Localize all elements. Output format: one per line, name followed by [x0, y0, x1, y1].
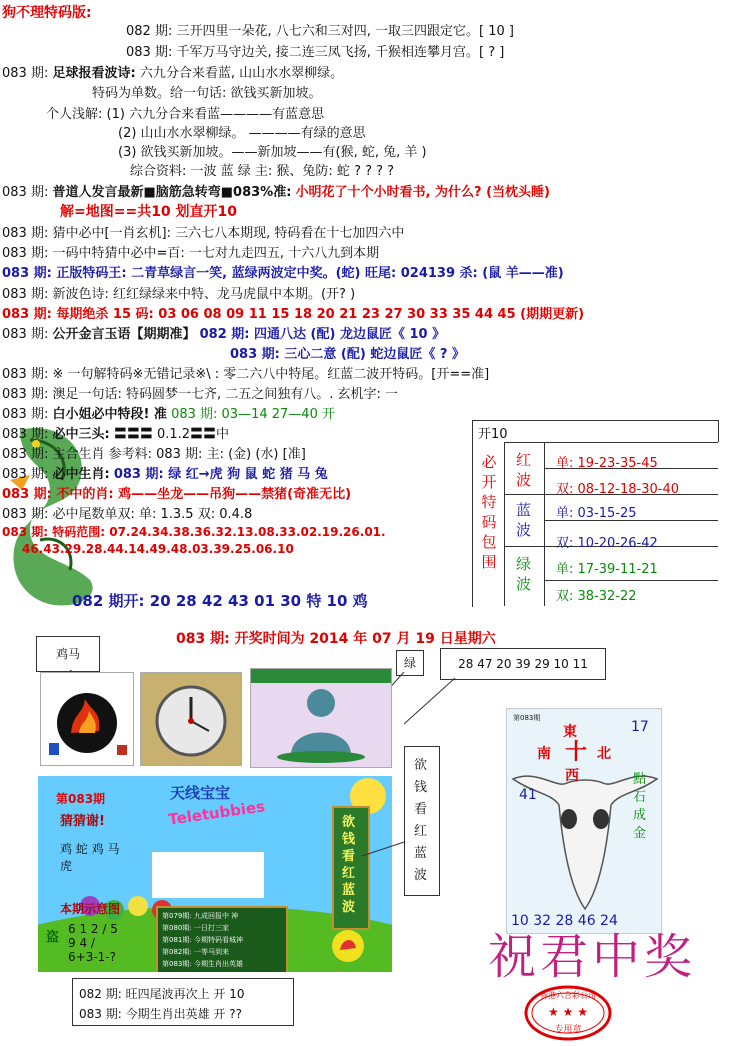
line-text: 主合生肖 参考料: 083 期: 主: (金) (水) [准]: [52, 447, 306, 462]
poem-explain-row: [46, 103, 324, 122]
bull-bottom-nums: 10 32 28 46 24: [511, 913, 618, 929]
panel-blackboard: [332, 806, 370, 930]
fire-icon: [41, 673, 133, 765]
buddha-picture: [250, 668, 392, 768]
bull-right-text: 點石成金: [633, 772, 647, 841]
issue-label: 083 期:: [2, 367, 49, 382]
seal-bottom-text: 专用章: [554, 1025, 582, 1035]
line-highlight: 07.24.34.38.36.32.13.08.33.02.19.26.01.: [109, 525, 386, 539]
bull-picture: [506, 708, 662, 934]
line-text: 必中生肖:: [52, 467, 110, 482]
bull-left-num: 41: [519, 787, 537, 803]
line-text: 必中三头:: [52, 427, 110, 442]
callout-green: 绿: [396, 650, 424, 676]
panel-title-cn: 天线宝宝: [170, 784, 231, 802]
rooster-icon: [328, 926, 368, 966]
blue-odd: 单: 03-15-25: [556, 506, 637, 521]
poem-line-1: 六九分合来看蓝, 山山水水翠柳绿。: [139, 66, 344, 81]
issue-label: 083 期:: [2, 327, 49, 342]
line-tail: 〓〓〓 0.1.2〓〓中: [113, 427, 230, 442]
explain-3: (3) 欲钱买新加坡。——新加坡——有(猴, 蛇, 兔, 羊 ): [118, 145, 427, 160]
buddha-icon: [251, 669, 391, 767]
poem-line-2: 特码为单数。给一句话: 欲钱买新加坡。: [92, 86, 322, 101]
wave-group-green: 绿波: [516, 555, 532, 593]
wave-side-label: 必开特码包围: [481, 453, 497, 571]
bull-south: 南: [537, 746, 551, 762]
blessing-text: 祝君中奖: [488, 929, 697, 985]
fire-picture: [40, 672, 134, 766]
bull-issue: 第083期: [513, 714, 541, 722]
issue-label: 083 期:: [2, 266, 52, 281]
issue-label: 083 期:: [2, 246, 49, 261]
line-kill-15: [2, 303, 584, 322]
bull-north: 北: [597, 746, 611, 762]
line-odd-even: [2, 503, 252, 522]
wave-group-blue: 蓝波: [516, 501, 532, 539]
clock-icon: [141, 673, 241, 765]
bull-east: 東: [563, 724, 577, 740]
issue-label: 083 期:: [2, 467, 49, 482]
range-numbers-2: 46.43.29.28.44.14.49.48.03.39.25.06.10: [22, 542, 294, 556]
poem-title: 足球报看波诗:: [52, 66, 136, 81]
blue-even: 双: 10-20-26-42: [556, 536, 658, 551]
line-aozu: [2, 383, 398, 402]
line-text: 白小姐必中特段! 准: [52, 407, 167, 422]
callout-vertical: [404, 746, 440, 896]
line-zodiac-ref: [2, 443, 306, 462]
company-seal: [522, 984, 614, 1042]
line-no-zodiac: [2, 483, 351, 502]
bull-west: 西: [565, 768, 579, 784]
line-text: 不中的肖:: [56, 487, 114, 502]
bull-right-top: 17: [631, 719, 649, 735]
page-title: 狗不理特码版:: [2, 5, 92, 21]
poem-summary: 综合资料: 一波 蓝 绿 主: 猴、兔防: 蛇 ? ? ? ?: [130, 164, 395, 179]
poem-row: [2, 62, 343, 81]
explain-1: (1) 六九分合来看蓝————有蓝意思: [106, 107, 325, 122]
line-highlight: 鸡——坐龙——吊狗——禁猪(奇准无比): [118, 487, 352, 502]
panel-history-board: [156, 906, 288, 972]
panel-animals: 鸡 蛇 鸡 马 虎: [60, 842, 120, 873]
line-range: [2, 523, 386, 540]
green-odd: 单: 17-39-11-21: [556, 562, 658, 577]
explain-2: (2) 山山水水翠柳绿。 ————有绿的意思: [118, 126, 366, 141]
line-must-zodiac: [2, 463, 328, 482]
panel-issue: 第083期: [56, 792, 106, 806]
callout-pointer: [400, 676, 460, 726]
issue-label: 083 期:: [2, 407, 49, 422]
issue-label: 083 期:: [2, 427, 49, 442]
red-even: 双: 08-12-18-30-40: [556, 482, 680, 497]
issue-label: 083 期:: [2, 507, 49, 522]
blackboard-text: 欲钱看红蓝波: [342, 815, 356, 915]
issue-label: 083 期:: [2, 287, 49, 302]
issue-label: 083 期:: [2, 525, 49, 539]
issue-label: 083 期:: [2, 66, 49, 81]
issue-label: 083 期:: [2, 307, 52, 322]
panel-hint: 本期示意图: [60, 902, 121, 916]
line-three-heads: [2, 423, 229, 442]
bottom-history-box: [72, 978, 294, 1026]
line-one-sentence: [2, 363, 489, 382]
line-highlight: 083 期: 03—14 27—40 开: [171, 407, 335, 422]
prev-issue-line-1: 082 期: 三开四里一朵花, 八七六和三对四, 一取三四跟定它。[ 10 ]: [126, 24, 514, 39]
line-highlight: 083 期: 绿 红→虎 狗 鼠 蛇 猪 马 兔: [113, 467, 328, 482]
line-wave-poem: [2, 283, 355, 302]
issue-label: 083 期:: [2, 487, 52, 502]
line-text: 公开金言玉语【期期准】: [52, 327, 196, 342]
panel-history-list: 第079期: 九成回报中 神 第080期: 一日打三家 第081期: 今期特码看城神 第082期: 一等马到来 第083期: 今期生肖出英雄: [162, 912, 243, 968]
line-golden-words: [2, 323, 445, 342]
bull-ten: 十: [565, 740, 588, 765]
callout-numbers: 28 47 20 39 29 10 11: [440, 648, 606, 680]
callout-pointer: [360, 840, 406, 860]
issue-label: 083 期:: [2, 185, 49, 200]
riddle-answer: 解=地图==共10 划直开10: [60, 204, 238, 220]
panel-math: 6 1 2 / 5 9 4 / 6+3-1-?: [68, 922, 118, 964]
result-082: 082 期开: 20 28 42 43 01 30 特 10 鸡: [72, 592, 368, 610]
line-text: 必中尾数单双: 单: 1.3.5 双: 0.4.8: [52, 507, 253, 522]
panel-guess: 猜猜谢!: [60, 814, 105, 829]
explain-label: 个人浅解:: [46, 107, 103, 122]
wave-group-red: 红波: [516, 451, 532, 489]
line-text: 特码范围:: [52, 525, 106, 539]
line-highlight: 082 期: 四通八达 (配) 龙边鼠匠《 10 》: [199, 327, 446, 342]
issue-label: 083 期:: [2, 387, 49, 402]
draw-time: 083 期: 开奖时间为 2014 年 07 月 19 日星期六: [176, 631, 496, 647]
callout-vertical-text: 欲钱看红蓝波: [414, 758, 428, 883]
wave-open: 开10: [478, 427, 508, 442]
issue-label: 083 期:: [2, 226, 49, 241]
prev-issue-line-2: 083 期: 千军万马守边关, 接二连三凤飞扬, 千猴相连攀月宫。[ ? ]: [126, 45, 505, 60]
line-guess: [2, 222, 404, 241]
seal-top-text: 香港六合彩公司: [540, 991, 596, 1000]
green-even: 双: 38-32-22: [556, 589, 637, 604]
callout-chicken-horse: 鸡马: [36, 636, 100, 672]
line-code-king: [2, 262, 564, 281]
bottom-row-083: 083 期: 今期生肖出英雄 开 ??: [79, 1007, 242, 1021]
clock-picture: [140, 672, 242, 766]
line-riddle: [2, 181, 550, 200]
panel-blank: [152, 852, 264, 898]
line-text: 猜中必中[一肖玄机]: 三六七八本期现, 特码看在十七加四六中: [52, 226, 405, 241]
line-text: ※ 一句解特码※无错记录※\ : 零二六八中特尾。红蓝二波开特码。[开==准]: [52, 367, 490, 382]
line-text: 一码中特猜中必中=百: 一七对九走四五, 十六八九到本期: [52, 246, 380, 261]
red-odd: 单: 19-23-35-45: [556, 456, 658, 471]
golden-words-083: 083 期: 三心二意 (配) 蛇边鼠匠《 ? 》: [230, 347, 465, 362]
panel-math-char: 盗: [46, 930, 60, 945]
line-highlight: 小明花了十个小时看书, 为什么? (当枕头睡): [295, 185, 550, 200]
line-text: 每期绝杀 15 码: 03 06 08 09 11 15 18 20 21 23 27 30 33 35 44 45 (期期更新): [56, 307, 585, 322]
line-text: 澳足一句话: 特码圆梦一七齐, 二五之间独有八。. 玄机字: 一: [52, 387, 399, 402]
panel-title-en: Teletubbies: [167, 797, 267, 829]
line-one-code: [2, 242, 379, 261]
line-text: 正版特码王: 二青草绿言一笑, 蓝绿两波定中奖。(蛇) 旺尾: 024139 杀: (鼠 羊——准): [56, 266, 564, 281]
teletubbies-panel: [38, 776, 392, 972]
svg-text:★ ★ ★: ★ ★ ★: [548, 1005, 588, 1019]
line-text: 普道人发言最新■脑筋急转弯■083%准:: [52, 185, 292, 200]
bottom-row-082: 082 期: 旺四尾波再次上 开 10: [79, 987, 245, 1001]
line-text: 新波色诗: 红红绿绿来中特、龙马虎鼠中本期。(开? ): [52, 287, 356, 302]
issue-label: 083 期:: [2, 447, 49, 462]
